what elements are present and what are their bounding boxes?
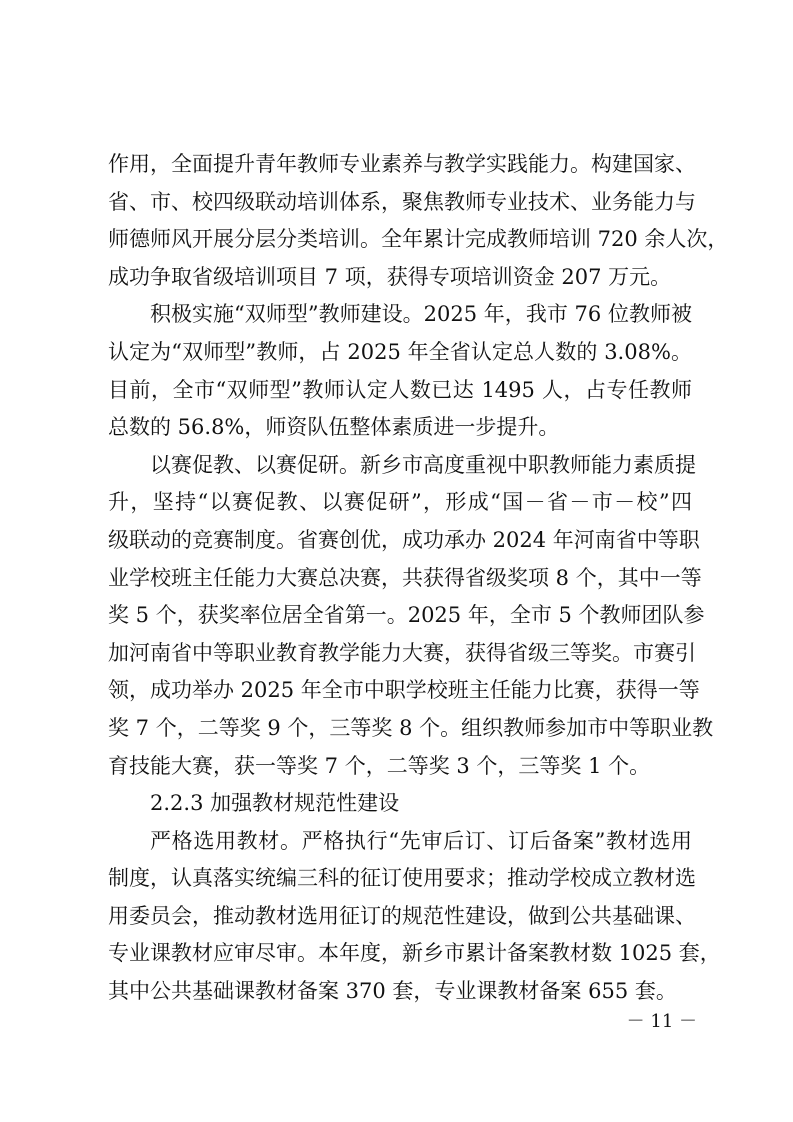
text-line: 奖 7 个，二等奖 9 个，三等奖 8 个。组织教师参加市中等职业教 (108, 715, 714, 740)
paragraph-dual-qualified-teachers (108, 296, 692, 446)
text-line: 作用，全面提升青年教师专业素养与教学实践能力。构建国家、 (108, 152, 696, 176)
text-line: 其中公共基础课教材备案 370 套，专业课教材备案 655 套。 (108, 979, 677, 1004)
text-line: 积极实施“双师型”教师建设。2025 年，我市 76 位教师被 (150, 302, 692, 327)
text-line: 制度，认真落实统编三科的征订使用要求；推动学校成立教材选 (108, 866, 696, 891)
paragraph-teacher-training (108, 146, 729, 296)
text-line: 奖 5 个，获奖率位居全省第一。2025 年，全市 5 个教师团队参 (108, 603, 705, 628)
paragraph-competitions (108, 447, 714, 785)
text-line: 领，成功举办 2025 年全市中职学校班主任能力比赛，获得一等 (108, 678, 700, 703)
text-line: 业学校班主任能力大赛总决赛，共获得省级奖项 8 个，其中一等 (108, 565, 702, 590)
text-line: 升，坚持“以赛促教、以赛促研”，形成“国－省－市－校”四 (108, 490, 692, 515)
text-line: 用委员会，推动教材选用征订的规范性建设，做到公共基础课、 (108, 903, 696, 928)
text-line: 成功争取省级培训项目 7 项，获得专项培训资金 207 万元。 (108, 264, 672, 289)
text-line: 师德师风开展分层分类培训。全年累计完成教师培训 720 余人次， (108, 227, 729, 252)
text-line: 育技能大赛，获一等奖 7 个，二等奖 3 个，三等奖 1 个。 (108, 753, 651, 778)
text-line: 专业课教材应审尽审。本年度，新乡市累计备案教材数 1025 套， (108, 941, 721, 966)
body-text (108, 146, 729, 1011)
section-heading: 2.2.3 加强教材规范性建设 (150, 791, 400, 816)
text-line: 加河南省中等职业教育教学能力大赛，获得省级三等奖。市赛引 (108, 640, 696, 665)
text-line: 级联动的竞赛制度。省赛创优，成功承办 2024 年河南省中等职 (108, 527, 700, 552)
text-line: 总数的 56.8%，师资队伍整体素质进一步提升。 (108, 415, 560, 440)
text-line: 认定为“双师型”教师，占 2025 年全省认定总人数的 3.08%。 (108, 339, 692, 364)
text-line: 省、市、校四级联动培训体系，聚焦教师专业技术、业务能力与 (108, 189, 696, 214)
text-line: 目前，全市“双师型”教师认定人数已达 1495 人，占专任教师 (108, 377, 692, 402)
text-line: 严格选用教材。严格执行“先审后订、订后备案”教材选用 (150, 828, 692, 853)
text-line: 以赛促教、以赛促研。新乡市高度重视中职教师能力素质提 (150, 452, 696, 477)
paragraph-textbook-selection (108, 823, 721, 1011)
page-number: － 11 － (626, 1011, 697, 1032)
